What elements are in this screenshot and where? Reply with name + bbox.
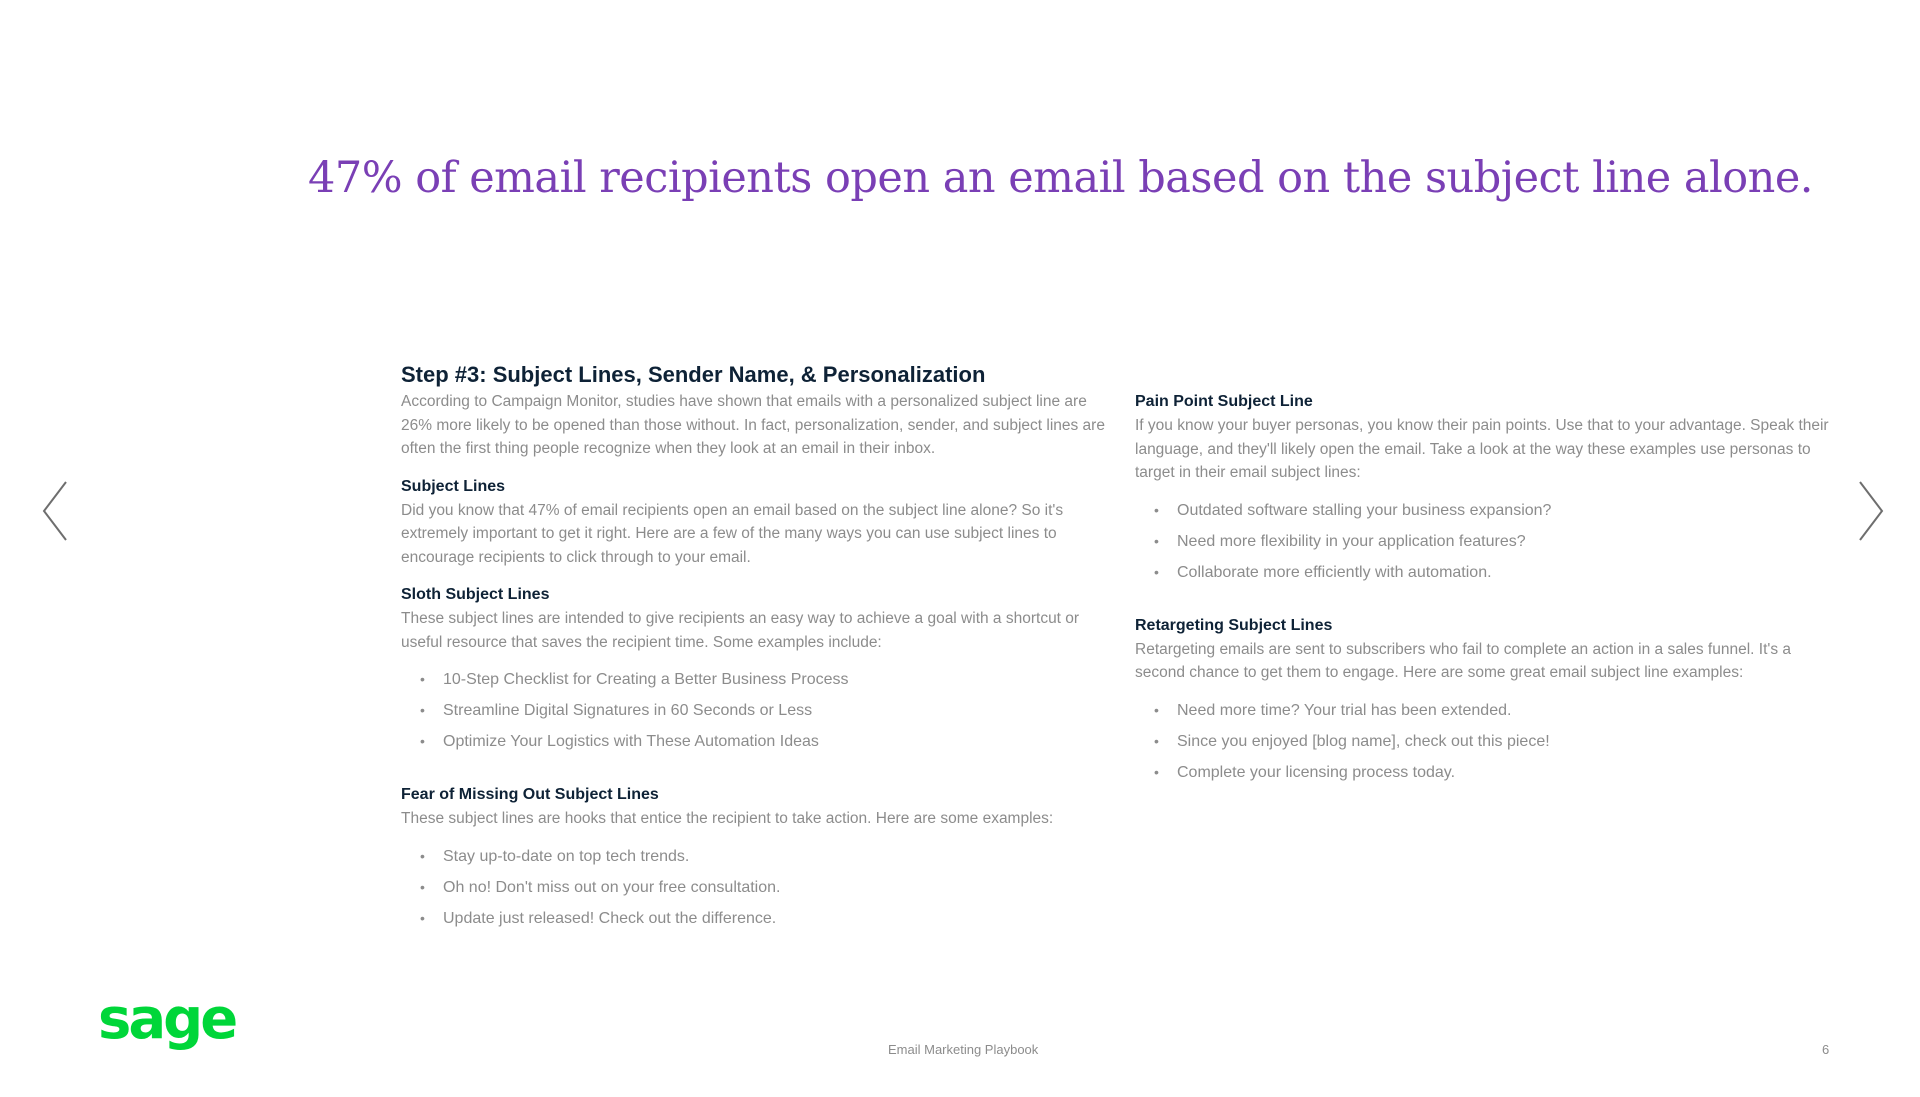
page-headline: 47% of email recipients open an email based on the subject line alone.	[308, 153, 1813, 203]
retargeting-title: Retargeting Subject Lines	[1135, 616, 1333, 634]
fomo-body: These subject lines are hooks that entice the recipient to take action. Here are some examples:	[401, 810, 1054, 827]
list-item: • Complete your licensing process today.	[1135, 757, 1845, 788]
sloth-list	[401, 664, 1111, 757]
list-item: • Outdated software stalling your business expansion?	[1135, 495, 1845, 526]
pain-point-title: Pain Point Subject Line	[1135, 393, 1313, 410]
intro-paragraph: According to Campaign Monitor, studies have shown that emails with a personalized subject line are 26% more likely to be opened than those without. In fact, personalization, sender, and subject lines are often the first thing people recognize when they look at an email in their inbox.	[401, 393, 1105, 457]
pain-point-body: If you know your buyer personas, you know their pain points. Use that to your advantage. Speak their language, and they'll likely open the email. Take a look at the way these examples use personas to target in their email subject lines:	[1135, 417, 1829, 481]
page-number: 6	[1822, 1042, 1830, 1057]
list-item: • Since you enjoyed [blog name], check out this piece!	[1135, 726, 1845, 757]
previous-page-button[interactable]	[40, 478, 80, 544]
sage-logo: sage	[98, 987, 236, 1052]
sloth-body: These subject lines are intended to give recipients an easy way to achieve a goal with a shortcut or useful resource that saves the recipient time. Some examples include:	[401, 610, 1080, 651]
step-title: Step #3: Subject Lines, Sender Name, & Personalization	[401, 362, 986, 387]
list-item: • Optimize Your Logistics with These Automation Ideas	[401, 726, 1111, 757]
list-item: • Need more time? Your trial has been extended.	[1135, 695, 1845, 726]
pain-point-list	[1135, 495, 1845, 588]
chevron-right-icon	[1846, 478, 1886, 544]
footer-title: Email Marketing Playbook	[888, 1042, 1039, 1057]
sloth-title: Sloth Subject Lines	[401, 586, 550, 603]
list-item: • Need more flexibility in your application features?	[1135, 526, 1845, 557]
retargeting-body: Retargeting emails are sent to subscribers who fail to complete an action in a sales funnel. It's a second chance to get them to engage. Here are some great email subject line examples:	[1135, 640, 1792, 681]
list-item: • Stay up-to-date on top tech trends.	[401, 841, 1111, 872]
list-item: • Update just released! Check out the difference.	[401, 903, 1111, 934]
left-column	[401, 360, 1111, 934]
list-item: • Oh no! Don't miss out on your free consultation.	[401, 872, 1111, 903]
chevron-left-icon	[40, 478, 80, 544]
fomo-list	[401, 841, 1111, 934]
fomo-title: Fear of Missing Out Subject Lines	[401, 786, 659, 803]
list-item: • 10-Step Checklist for Creating a Better Business Process	[401, 664, 1111, 695]
next-page-button[interactable]	[1846, 478, 1886, 544]
list-item: • Collaborate more efficiently with automation.	[1135, 557, 1845, 588]
list-item: • Streamline Digital Signatures in 60 Seconds or Less	[401, 695, 1111, 726]
subject-lines-body: Did you know that 47% of email recipients open an email based on the subject line alone? So it's extremely important to get it right. Here are a few of the many ways you can use subject lines to encourage recipients to click through to your email.	[401, 501, 1064, 566]
retargeting-list	[1135, 695, 1845, 788]
right-column	[1135, 390, 1845, 788]
subject-lines-title: Subject Lines	[401, 477, 506, 495]
